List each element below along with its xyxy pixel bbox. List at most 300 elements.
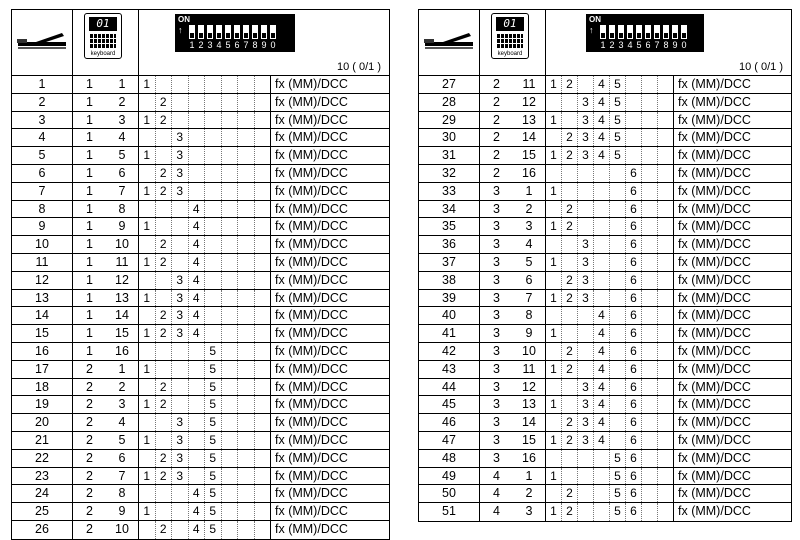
dip-switch-cell: 4 [189,254,206,271]
table-row [419,76,791,94]
table-row [419,236,791,254]
dip-switch-cell [222,485,239,502]
address-cell: 51 [419,503,480,521]
dip-switch-cell [658,343,674,360]
keyboard-number-cell: 1 [86,77,93,91]
address-cell: 34 [419,201,480,218]
button-number-cell: 3 [106,112,139,129]
dip-switch-cell [238,468,255,485]
dip-switch-cell: 2 [562,361,578,378]
protocol-cell: fx (MM)/DCC [275,201,348,216]
dip-switch-cell [642,218,658,235]
protocol-cell: fx (MM)/DCC [678,432,751,447]
dip-switch-cell [642,129,658,146]
dip-switch-cell [205,254,222,271]
dip-switch-cell: 5 [205,396,222,413]
dip-switch-cell: 4 [189,325,206,342]
keyboard-number-cell: 2 [86,432,93,447]
dip-switch-cell [546,201,562,218]
table-row [419,485,791,503]
address-cell: 35 [419,218,480,235]
dip-switch-cell [546,94,562,111]
dip-switch-cell [658,290,674,307]
protocol-cell: fx (MM)/DCC [678,450,751,465]
dip-switch-cell [255,450,272,467]
dip-switch-cell [172,485,189,502]
table-row [419,325,791,343]
dip-switch-cell: 1 [546,76,562,93]
dip-switch-cell [594,183,610,200]
dip-switch-cell [156,147,173,164]
dip-switch-cell [156,414,173,431]
dip-switch-cell [255,325,272,342]
dip-switch-cell [222,290,239,307]
dip-switch-cell [658,361,674,378]
table-row [419,165,791,183]
address-cell: 48 [419,450,480,467]
dip-switch-cell: 3 [578,112,594,129]
dip-switches [189,25,276,39]
protocol-cell: fx (MM)/DCC [678,201,751,216]
dip-switch-cell [546,450,562,467]
dip-switch-cell [562,450,578,467]
dip-switch-cell: 5 [205,343,222,360]
protocol-cell: fx (MM)/DCC [678,504,751,519]
dip-switch-cell [205,129,222,146]
dip-switch-cell [238,165,255,182]
dip-switch-cell: 5 [610,129,626,146]
keyboard-number-cell: 3 [493,183,500,198]
dip-switch-cell [238,521,255,539]
table-row [419,129,791,147]
keyboard-number-cell: 1 [86,148,93,163]
dip-switch-cell [189,112,206,129]
dip-switch-cell: 6 [626,218,642,235]
table-row [419,503,791,521]
dip-switch-cell [205,307,222,324]
dip-switch-cell: 6 [626,183,642,200]
keyboard-number-cell: 2 [86,361,93,376]
dip-switch-cell: 6 [626,236,642,253]
dip-switch-cell [578,183,594,200]
dip-switch-cell [642,183,658,200]
dip-switch-cell [562,94,578,111]
dip-switch-cell [139,94,156,111]
dip-switch-cell [562,183,578,200]
dip-switch-cell [255,165,272,182]
dip-switch-cell: 3 [172,432,189,449]
dip-switch-cell: 1 [139,147,156,164]
table-row [419,343,791,361]
dip-switch-cell [172,361,189,378]
dip-switch-cell [658,485,674,502]
button-number-cell: 8 [513,307,546,324]
dip-switch-cell [578,485,594,502]
dip-switch-cell [642,325,658,342]
dip-switch-cell [610,343,626,360]
address-cell: 30 [419,129,480,146]
keyboard-number-cell: 2 [86,379,93,394]
dip-switch-cell [222,468,239,485]
dip-switch-cell: 4 [594,147,610,164]
protocol-cell: fx (MM)/DCC [678,183,751,198]
button-number-cell: 13 [513,396,546,413]
dip-switch-cell: 3 [578,236,594,253]
table-row [12,183,389,201]
dip-switch-cell: 4 [189,521,206,539]
dip-switch-cell [139,165,156,182]
dip-switch-cell [189,361,206,378]
button-number-cell: 14 [513,414,546,431]
address-table-right [418,9,792,522]
table-row [419,361,791,379]
keyboard-keys [90,34,116,48]
dip-numbers: 1 2 3 4 5 6 7 8 9 0 [189,40,276,50]
dip-switch-cell [255,129,272,146]
table-row [12,414,389,432]
dip-switch-cell [658,468,674,485]
dip-switch-cell [222,129,239,146]
dip-switch-cell [642,165,658,182]
dip-switch-cell: 2 [156,254,173,271]
dip-switch-cell [238,129,255,146]
dip-switch-cell: 4 [189,201,206,218]
address-cell: 17 [12,361,73,378]
dip-switch-cell: 6 [626,450,642,467]
button-number-cell: 8 [106,201,139,218]
dip-numbers: 1 2 3 4 5 6 7 8 9 0 [600,40,687,50]
dip-switch-cell: 1 [139,254,156,271]
dip-switch-cell [610,396,626,413]
dip-switch-cell [139,236,156,253]
dip-switch-cell [238,272,255,289]
dip-switch-cell [172,76,189,93]
dip-switch-cell: 4 [594,112,610,129]
dip-switch-cell [658,76,674,93]
table-row [12,254,389,272]
keyboard-number-cell: 3 [493,290,500,305]
protocol-cell: fx (MM)/DCC [678,486,751,501]
table-row [12,201,389,219]
dip-switch-cell [238,396,255,413]
dip-switch-cell: 1 [139,76,156,93]
dip-switch-cell [238,112,255,129]
dip-switch-cell: 4 [594,325,610,342]
table-row [12,147,389,165]
dip-switch-cell [658,201,674,218]
button-number-cell: 2 [513,201,546,218]
dip-switch-cell: 5 [205,414,222,431]
table-row [419,183,791,201]
dip-switch-cell [562,165,578,182]
dip-switch-cell: 1 [546,183,562,200]
dip-switch-cell [139,379,156,396]
dip-switch-cell: 4 [594,396,610,413]
dip-switch-cell: 3 [172,450,189,467]
dip-switch-cell [255,183,272,200]
dip-switch-cell [222,450,239,467]
dip-switch-cell [156,129,173,146]
button-number-cell: 3 [513,503,546,521]
dip-switch-cell [658,183,674,200]
button-number-cell: 9 [106,218,139,235]
keyboard-number-cell: 3 [493,254,500,269]
dip-switch-cell [578,218,594,235]
dip-switch-cell: 3 [578,414,594,431]
dip-switch-cell: 5 [610,485,626,502]
dip-switch-cell: 3 [172,307,189,324]
protocol-cell: fx (MM)/DCC [275,148,348,163]
address-cell: 47 [419,432,480,449]
address-cell: 31 [419,147,480,164]
address-cell: 16 [12,343,73,360]
dip-switch-cell: 6 [626,361,642,378]
address-cell: 39 [419,290,480,307]
protocol-cell: fx (MM)/DCC [678,148,751,163]
keyboard-number-cell: 3 [493,326,500,341]
protocol-cell: fx (MM)/DCC [275,450,348,465]
dip-switch-cell [255,485,272,502]
keyboard-number-cell: 3 [493,272,500,287]
dip-switch-cell: 1 [139,218,156,235]
dip-switch-cell [594,290,610,307]
dip-switch-cell [139,272,156,289]
protocol-cell: fx (MM)/DCC [275,308,348,323]
dip-switch-cell [189,94,206,111]
table-row [12,396,389,414]
address-cell: 1 [12,76,73,93]
dip-switch-cell [189,450,206,467]
button-number-cell: 11 [513,361,546,378]
dip-switch-cell: 4 [594,129,610,146]
protocol-cell: fx (MM)/DCC [275,165,348,180]
table-row [12,432,389,450]
table-row [12,165,389,183]
protocol-cell: fx (MM)/DCC [678,237,751,252]
dip-switch-cell: 3 [578,129,594,146]
dip-switch-cell [546,485,562,502]
dip-switch-cell [626,76,642,93]
dip-switch-cell [610,218,626,235]
dip-switch-cell [156,432,173,449]
dip-switch-cell [658,94,674,111]
table-row [12,129,389,147]
button-number-cell: 1 [513,468,546,485]
protocol-cell: fx (MM)/DCC [678,397,751,412]
dip-switch-cell [642,201,658,218]
table-row [12,361,389,379]
dip-switches [600,25,687,39]
button-number-cell: 2 [513,485,546,502]
arrow-up-icon: ↑ [589,25,594,35]
table-row [12,272,389,290]
dip-switch-cell [238,414,255,431]
dip-switch-cell: 5 [610,94,626,111]
protocol-cell: fx (MM)/DCC [275,468,348,483]
button-number-cell: 8 [106,485,139,502]
dip-switch-cell: 2 [562,485,578,502]
dip-switch-cell [594,165,610,182]
dip-switch-cell: 4 [594,414,610,431]
table-row [12,218,389,236]
dip-switch-cell [222,325,239,342]
dip-switch-cell [658,432,674,449]
dip-switch-cell [562,236,578,253]
dip-switch-cell: 2 [156,396,173,413]
dip-switch-cell [238,254,255,271]
dip-switch-cell: 1 [546,325,562,342]
turnout-icon-cell [12,10,73,75]
address-cell: 7 [12,183,73,200]
dip-switch-cell [626,112,642,129]
dip-switch-cell [610,379,626,396]
dip-switch-cell: 1 [139,503,156,520]
dip-switch-cell: 2 [156,450,173,467]
dip-switch-cell [658,129,674,146]
dip-switch-cell [156,290,173,307]
table-row [12,325,389,343]
dip-switch-cell [222,254,239,271]
dip-switch-cell [658,325,674,342]
dip-switch-cell [189,432,206,449]
dip-switch-cell [222,361,239,378]
turnout-icon-cell [419,10,480,75]
dip-switch-cell: 2 [156,236,173,253]
dip-switch-cell [238,379,255,396]
dip-switch-cell [562,254,578,271]
dip-switch-cell [156,76,173,93]
dip-switch-cell [578,343,594,360]
button-number-cell: 7 [106,468,139,485]
dip-switch-cell: 4 [189,503,206,520]
address-cell: 50 [419,485,480,502]
dip-switch-cell: 5 [205,432,222,449]
protocol-cell: fx (MM)/DCC [275,290,348,305]
keyboard-number-cell: 1 [86,183,93,198]
dip-switch-cell: 1 [139,361,156,378]
dip-switch-cell [189,129,206,146]
dip-switch-cell [578,361,594,378]
dip-switch-cell [222,432,239,449]
button-number-cell: 1 [106,361,139,378]
dip-switch-cell: 3 [578,147,594,164]
dip-switch-cell: 1 [139,112,156,129]
dip-switch-cell: 2 [156,183,173,200]
dip-switch-icon [586,14,704,52]
dip-switch-cell: 6 [626,396,642,413]
keyboard-number-cell: 2 [493,165,500,180]
dip-switch-cell [546,236,562,253]
dip-switch-cell [238,218,255,235]
table-row [12,290,389,308]
dip-switch-cell [156,485,173,502]
dip-switch-cell [658,450,674,467]
dip-switch-cell [658,236,674,253]
keyboard-number-cell: 1 [86,130,93,145]
table-row [12,112,389,130]
dip-switch-cell [222,147,239,164]
dip-switch-cell: 1 [546,147,562,164]
dip-switch-cell [205,325,222,342]
dip-switch-cell: 4 [189,218,206,235]
dip-switch-cell [139,485,156,502]
button-number-cell: 5 [106,147,139,164]
protocol-cell: fx (MM)/DCC [275,254,348,269]
keyboard-number-cell: 1 [86,290,93,305]
dip-switch-cell: 2 [156,94,173,111]
dip-switch-cell: 5 [205,485,222,502]
dip-switch-cell [205,112,222,129]
dip-switch-cell [658,254,674,271]
dip-switch-cell [189,468,206,485]
dip-switch-cell: 1 [139,468,156,485]
dip-switch-cell [546,129,562,146]
keyboard-number-cell: 2 [86,397,93,412]
address-cell: 28 [419,94,480,111]
dip-switch-cell [642,307,658,324]
protocol-cell: fx (MM)/DCC [678,415,751,430]
dip-switch-cell [238,307,255,324]
dip-switch-cell [222,183,239,200]
dip-switch-cell [642,272,658,289]
dip-switch-cell: 2 [156,379,173,396]
dip-switch-cell: 1 [546,290,562,307]
dip-switch-cell: 1 [139,290,156,307]
dip-switch-cell [222,272,239,289]
arrow-up-icon: ↑ [178,25,183,35]
address-cell: 6 [12,165,73,182]
dip-switch-cell [255,468,272,485]
dip-switch-cell: 3 [172,129,189,146]
dip-switch-cell: 4 [189,485,206,502]
dip-switch-cell: 1 [546,218,562,235]
dip-switch-cell [578,450,594,467]
keyboard-number-cell: 3 [493,201,500,216]
protocol-cell: fx (MM)/DCC [275,504,348,519]
dip-switch-cell [222,414,239,431]
button-number-cell: 4 [513,236,546,253]
button-number-cell: 11 [106,254,139,271]
table-row [419,272,791,290]
keyboard-number-cell: 1 [86,237,93,252]
keyboard-number-cell: 3 [493,415,500,430]
dip-switch-cell [205,147,222,164]
dip-switch-cell [189,76,206,93]
dip-switch-cell [238,94,255,111]
dip-switch-cell: 5 [205,361,222,378]
table-row [419,112,791,130]
protocol-cell: fx (MM)/DCC [678,343,751,358]
dip-switch-cell [546,10,791,75]
dip-switch-cell [594,503,610,521]
protocol-cell: fx (MM)/DCC [275,326,348,341]
dip-switch-cell: 1 [139,396,156,413]
keyboard-number-cell: 2 [86,486,93,501]
keyboard-number-cell: 3 [493,361,500,376]
dip-switch-cell: 5 [205,450,222,467]
dip-switch-cell: 6 [626,201,642,218]
dip-switch-cell: 2 [562,272,578,289]
keyboard-number-cell: 3 [493,432,500,447]
button-number-cell: 4 [106,414,139,431]
protocol-cell: fx (MM)/DCC [275,486,348,501]
dip-switch-cell: 2 [562,343,578,360]
keyboard-icon-cell [480,10,546,75]
protocol-cell: fx (MM)/DCC [275,343,348,358]
button-number-cell: 12 [513,94,546,111]
dip-switch-cell [546,165,562,182]
dip-switch-cell [642,147,658,164]
